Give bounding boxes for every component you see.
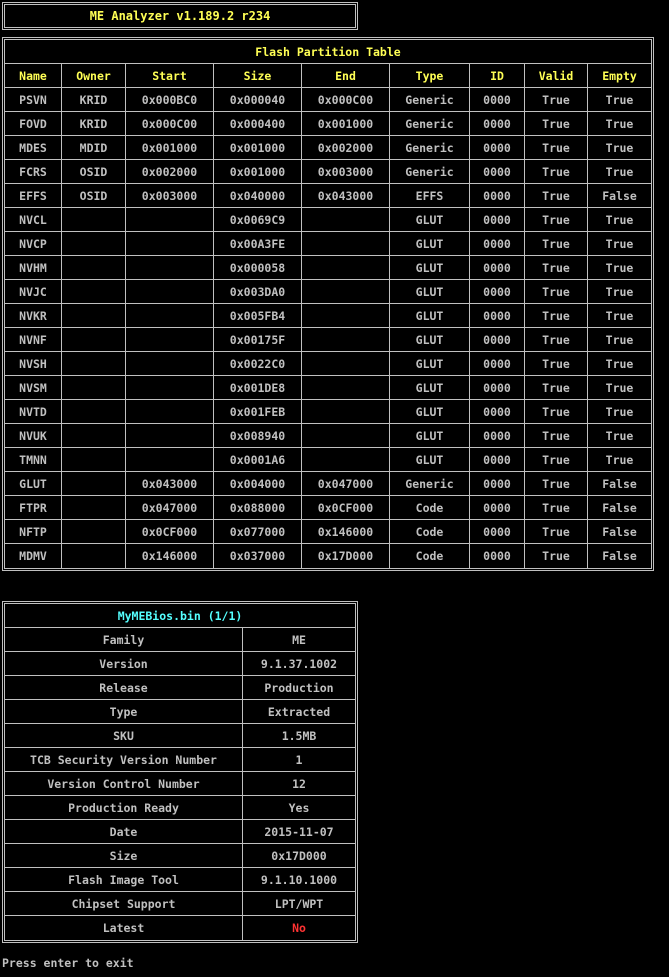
info-row — [5, 868, 355, 892]
cell-end: 0x002000 — [302, 136, 390, 160]
cell-start — [126, 424, 214, 448]
column-header-name: Name — [5, 64, 62, 88]
cell-end — [302, 280, 390, 304]
info-value: 2015-11-07 — [243, 820, 355, 844]
cell-owner — [62, 424, 126, 448]
info-value: 9.1.37.1002 — [243, 652, 355, 676]
table-row — [5, 184, 651, 208]
cell-id: 0000 — [470, 352, 525, 376]
cell-valid: True — [525, 400, 588, 424]
cell-start: 0x047000 — [126, 496, 214, 520]
info-label: Release — [5, 676, 243, 700]
cell-end — [302, 400, 390, 424]
cell-size: 0x040000 — [214, 184, 302, 208]
cell-id: 0000 — [470, 184, 525, 208]
cell-type: EFFS — [390, 184, 470, 208]
cell-owner — [62, 328, 126, 352]
cell-name: NVKR — [5, 304, 62, 328]
cell-valid: True — [525, 160, 588, 184]
cell-valid: True — [525, 232, 588, 256]
table-row — [5, 280, 651, 304]
cell-end: 0x0CF000 — [302, 496, 390, 520]
cell-size: 0x077000 — [214, 520, 302, 544]
cell-type: GLUT — [390, 328, 470, 352]
cell-end — [302, 424, 390, 448]
info-row — [5, 628, 355, 652]
info-row — [5, 916, 355, 940]
cell-empty: False — [588, 520, 651, 544]
cell-valid: True — [525, 256, 588, 280]
cell-id: 0000 — [470, 328, 525, 352]
cell-valid: True — [525, 448, 588, 472]
cell-id: 0000 — [470, 88, 525, 112]
cell-empty: False — [588, 496, 651, 520]
cell-name: FTPR — [5, 496, 62, 520]
cell-start: 0x000BC0 — [126, 88, 214, 112]
info-row — [5, 796, 355, 820]
cell-owner: KRID — [62, 112, 126, 136]
cell-start — [126, 376, 214, 400]
cell-end: 0x17D000 — [302, 544, 390, 568]
cell-end — [302, 328, 390, 352]
cell-empty: False — [588, 472, 651, 496]
cell-size: 0x000400 — [214, 112, 302, 136]
cell-type: Generic — [390, 472, 470, 496]
cell-valid: True — [525, 424, 588, 448]
cell-size: 0x037000 — [214, 544, 302, 568]
cell-name: NVSH — [5, 352, 62, 376]
table-row — [5, 256, 651, 280]
cell-name: NVSM — [5, 376, 62, 400]
cell-empty: False — [588, 184, 651, 208]
cell-owner — [62, 496, 126, 520]
column-header-valid: Valid — [525, 64, 588, 88]
cell-id: 0000 — [470, 256, 525, 280]
cell-empty: True — [588, 136, 651, 160]
table-row — [5, 496, 651, 520]
cell-start — [126, 400, 214, 424]
cell-start — [126, 304, 214, 328]
cell-type: GLUT — [390, 232, 470, 256]
cell-valid: True — [525, 328, 588, 352]
cell-valid: True — [525, 280, 588, 304]
cell-size: 0x008940 — [214, 424, 302, 448]
cell-owner — [62, 472, 126, 496]
cell-owner — [62, 376, 126, 400]
cell-end — [302, 448, 390, 472]
cell-name: NVHM — [5, 256, 62, 280]
info-value: 1 — [243, 748, 355, 772]
cell-size: 0x0069C9 — [214, 208, 302, 232]
cell-valid: True — [525, 112, 588, 136]
table-row — [5, 520, 651, 544]
cell-type: Generic — [390, 160, 470, 184]
cell-valid: True — [525, 352, 588, 376]
cell-start: 0x146000 — [126, 544, 214, 568]
cell-end: 0x001000 — [302, 112, 390, 136]
cell-type: GLUT — [390, 448, 470, 472]
cell-start: 0x000C00 — [126, 112, 214, 136]
cell-empty: True — [588, 328, 651, 352]
cell-empty: True — [588, 112, 651, 136]
table-row — [5, 376, 651, 400]
cell-id: 0000 — [470, 232, 525, 256]
cell-owner: OSID — [62, 184, 126, 208]
cell-size: 0x005FB4 — [214, 304, 302, 328]
cell-start — [126, 208, 214, 232]
cell-id: 0000 — [470, 520, 525, 544]
cell-name: PSVN — [5, 88, 62, 112]
info-label: Latest — [5, 916, 243, 940]
info-label: Type — [5, 700, 243, 724]
table-row — [5, 328, 651, 352]
cell-owner — [62, 256, 126, 280]
info-value: 1.5MB — [243, 724, 355, 748]
table-row — [5, 88, 651, 112]
cell-owner — [62, 232, 126, 256]
cell-size: 0x000040 — [214, 88, 302, 112]
cell-size: 0x0022C0 — [214, 352, 302, 376]
cell-id: 0000 — [470, 112, 525, 136]
cell-end — [302, 376, 390, 400]
cell-start — [126, 352, 214, 376]
cell-owner — [62, 280, 126, 304]
info-value: 0x17D000 — [243, 844, 355, 868]
cell-size: 0x001000 — [214, 160, 302, 184]
cell-empty: True — [588, 304, 651, 328]
table-row — [5, 232, 651, 256]
info-label: Size — [5, 844, 243, 868]
cell-name: FCRS — [5, 160, 62, 184]
info-label: Version — [5, 652, 243, 676]
cell-owner — [62, 520, 126, 544]
column-header-start: Start — [126, 64, 214, 88]
cell-start — [126, 448, 214, 472]
cell-name: NVJC — [5, 280, 62, 304]
cell-empty: False — [602, 549, 637, 563]
cell-empty: True — [588, 256, 651, 280]
cell-empty: True — [588, 448, 651, 472]
cell-valid: True — [525, 472, 588, 496]
cell-type: GLUT — [390, 304, 470, 328]
cell-type: GLUT — [390, 280, 470, 304]
cell-id: 0000 — [470, 160, 525, 184]
cell-size: 0x00175F — [214, 328, 302, 352]
info-label: Chipset Support — [5, 892, 243, 916]
firmware-info-title: MyMEBios.bin (1/1) — [5, 604, 355, 628]
info-value: 9.1.10.1000 — [243, 868, 355, 892]
table-row — [5, 424, 651, 448]
cell-name: NVUK — [5, 424, 62, 448]
table-row — [5, 160, 651, 184]
info-row — [5, 724, 355, 748]
cell-name: FOVD — [5, 112, 62, 136]
partition-table-title: Flash Partition Table — [5, 40, 651, 64]
cell-size: 0x00A3FE — [214, 232, 302, 256]
cell-size: 0x001000 — [214, 136, 302, 160]
cell-end — [302, 304, 390, 328]
cell-type: Generic — [390, 136, 470, 160]
table-row — [5, 448, 651, 472]
info-value: Production — [243, 676, 355, 700]
cell-type: GLUT — [390, 208, 470, 232]
cell-type: GLUT — [390, 256, 470, 280]
cell-end: 0x003000 — [302, 160, 390, 184]
firmware-info-table — [2, 601, 358, 943]
cell-empty: True — [588, 352, 651, 376]
flash-partition-table — [2, 37, 654, 571]
cell-name: TMNN — [5, 448, 62, 472]
cell-id: 0000 — [470, 448, 525, 472]
cell-end: 0x043000 — [302, 184, 390, 208]
cell-size: 0x004000 — [214, 472, 302, 496]
cell-size: 0x001DE8 — [214, 376, 302, 400]
cell-valid: True — [525, 544, 588, 568]
cell-owner: KRID — [62, 88, 126, 112]
table-row — [5, 544, 651, 568]
cell-valid: True — [525, 376, 588, 400]
cell-id: 0000 — [470, 376, 525, 400]
cell-type: Generic — [390, 112, 470, 136]
cell-owner — [62, 208, 126, 232]
cell-name: GLUT — [5, 472, 62, 496]
cell-end — [302, 352, 390, 376]
info-row — [5, 700, 355, 724]
info-value: LPT/WPT — [243, 892, 355, 916]
info-row — [5, 844, 355, 868]
cell-end — [302, 208, 390, 232]
cell-empty: True — [588, 424, 651, 448]
info-label: Family — [5, 628, 243, 652]
info-row — [5, 652, 355, 676]
cell-name: MDES — [5, 136, 62, 160]
cell-name: NVTD — [5, 400, 62, 424]
column-header-owner: Owner — [62, 64, 126, 88]
cell-size: 0x003DA0 — [214, 280, 302, 304]
info-label: SKU — [5, 724, 243, 748]
cell-empty: True — [588, 280, 651, 304]
cell-type: GLUT — [390, 352, 470, 376]
cell-type: GLUT — [390, 424, 470, 448]
cell-empty: True — [588, 232, 651, 256]
cell-type: GLUT — [390, 400, 470, 424]
info-value: Extracted — [243, 700, 355, 724]
cell-id: 0000 — [470, 136, 525, 160]
cell-size: 0x088000 — [214, 496, 302, 520]
info-value: 12 — [243, 772, 355, 796]
cell-end — [302, 232, 390, 256]
cell-type: GLUT — [390, 376, 470, 400]
cell-id: 0000 — [470, 280, 525, 304]
cell-type: Code — [390, 496, 470, 520]
cell-type: Code — [390, 544, 470, 568]
column-header-id: ID — [470, 64, 525, 88]
cell-owner: OSID — [62, 160, 126, 184]
cell-id: 0000 — [470, 544, 525, 568]
cell-name: NVNF — [5, 328, 62, 352]
cell-valid: True — [525, 88, 588, 112]
partition-table-header — [5, 64, 651, 88]
cell-type: Generic — [390, 88, 470, 112]
cell-size: 0x001FEB — [214, 400, 302, 424]
table-row — [5, 304, 651, 328]
column-header-end: End — [302, 64, 390, 88]
cell-name: NVCL — [5, 208, 62, 232]
info-row — [5, 820, 355, 844]
cell-empty: True — [588, 376, 651, 400]
cell-name: MDMV — [5, 544, 62, 568]
cell-start: 0x043000 — [126, 472, 214, 496]
cell-start: 0x003000 — [126, 184, 214, 208]
table-row — [5, 208, 651, 232]
exit-prompt: Press enter to exit — [2, 956, 134, 970]
cell-owner — [62, 544, 126, 568]
cell-valid: True — [525, 304, 588, 328]
info-value: No — [292, 921, 306, 935]
cell-id: 0000 — [470, 496, 525, 520]
cell-end: 0x146000 — [302, 520, 390, 544]
info-row — [5, 892, 355, 916]
cell-owner — [62, 352, 126, 376]
cell-owner — [62, 448, 126, 472]
cell-valid: True — [525, 136, 588, 160]
cell-owner — [62, 400, 126, 424]
cell-empty: True — [588, 88, 651, 112]
table-row — [5, 136, 651, 160]
column-header-type: Type — [390, 64, 470, 88]
info-row — [5, 676, 355, 700]
cell-owner: MDID — [62, 136, 126, 160]
column-header-size: Size — [214, 64, 302, 88]
cell-start — [126, 280, 214, 304]
cell-size: 0x0001A6 — [214, 448, 302, 472]
cell-id: 0000 — [470, 472, 525, 496]
info-value: Yes — [243, 796, 355, 820]
info-label: Date — [5, 820, 243, 844]
cell-valid: True — [525, 520, 588, 544]
cell-empty: True — [588, 400, 651, 424]
cell-start — [126, 232, 214, 256]
cell-start — [126, 328, 214, 352]
cell-valid: True — [525, 496, 588, 520]
column-header-empty: Empty — [588, 64, 651, 88]
table-row — [5, 352, 651, 376]
cell-name: NVCP — [5, 232, 62, 256]
cell-end: 0x000C00 — [302, 88, 390, 112]
info-row — [5, 772, 355, 796]
cell-empty: True — [588, 208, 651, 232]
cell-valid: True — [525, 184, 588, 208]
cell-end: 0x047000 — [302, 472, 390, 496]
cell-id: 0000 — [470, 304, 525, 328]
cell-size: 0x000058 — [214, 256, 302, 280]
cell-id: 0000 — [470, 208, 525, 232]
cell-empty: True — [588, 160, 651, 184]
cell-owner — [62, 304, 126, 328]
cell-start: 0x002000 — [126, 160, 214, 184]
cell-id: 0000 — [470, 400, 525, 424]
cell-valid: True — [525, 208, 588, 232]
info-row — [5, 748, 355, 772]
table-row — [5, 112, 651, 136]
app-title: ME Analyzer v1.189.2 r234 — [2, 2, 358, 30]
cell-id: 0000 — [470, 424, 525, 448]
cell-name: NFTP — [5, 520, 62, 544]
cell-type: Code — [390, 520, 470, 544]
cell-name: EFFS — [5, 184, 62, 208]
info-label: TCB Security Version Number — [5, 748, 243, 772]
table-row — [5, 472, 651, 496]
cell-end — [302, 256, 390, 280]
cell-start: 0x0CF000 — [126, 520, 214, 544]
info-value: ME — [243, 628, 355, 652]
info-label: Production Ready — [5, 796, 243, 820]
table-row — [5, 400, 651, 424]
info-label: Version Control Number — [5, 772, 243, 796]
cell-start — [126, 256, 214, 280]
cell-start: 0x001000 — [126, 136, 214, 160]
info-label: Flash Image Tool — [5, 868, 243, 892]
